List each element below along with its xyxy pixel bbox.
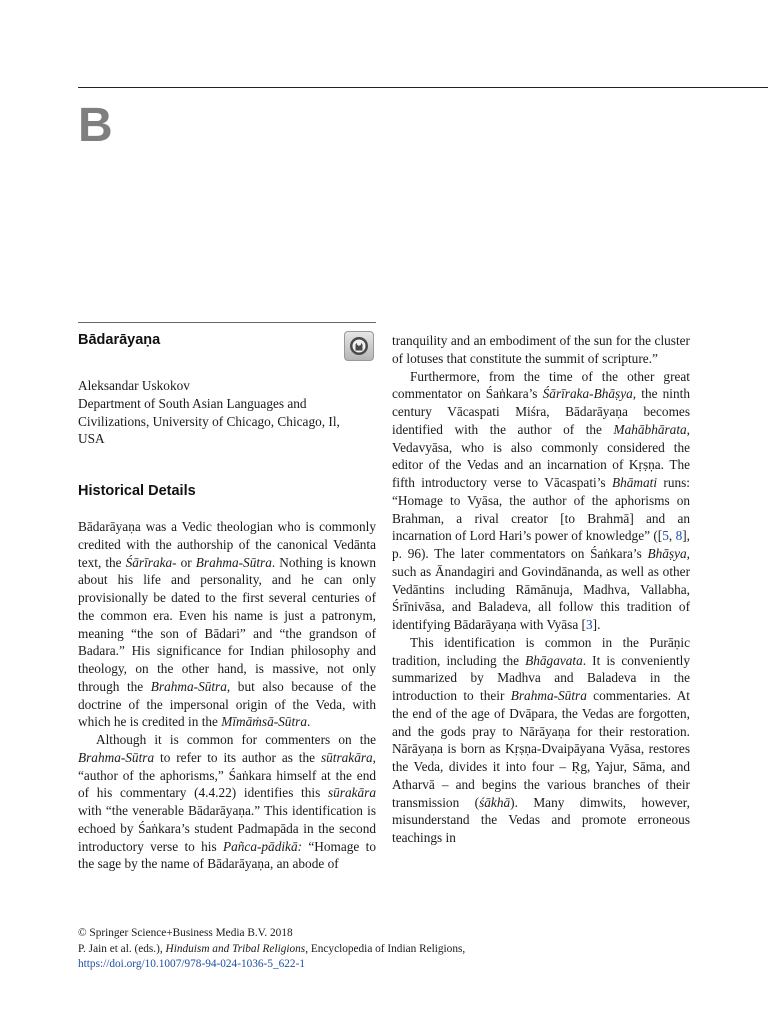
body-paragraph: Bādarāyaṇa was a Vedic theologian who is commonly credited with the authorship of the canonical Vedānta text, the Śārīraka- or Brahma-Sūtra. Nothing is known about his life and personality, and he can only provisionally be dated to the first several centuries of the common era. Even his name is just a patronym, meaning “the son of Bādari” and “the grandson of Badara.” His significance for Indian philosophy and theology, on the other hand, is massive, not only through the Brahma-Sūtra, but also because of the doctrine of the impersonal origin of the Veda, with which he is credited in the Mīmāṁsā-Sūtra. — [78, 519, 377, 730]
right-column — [392, 332, 690, 847]
entry-title: Bādarāyaṇa — [78, 332, 161, 348]
crossmark-icon[interactable] — [344, 331, 374, 361]
body-paragraph: This identification is common in the Purāṇic tradition, including the Bhāgavata. It is conveniently summarized by Madhva and Baladeva in the introduction to their Brahma-Sūtra commentaries. At the end of the age of Dvāpara, the Vedas are forgotten, and the gods pray to Nārāyaṇa for their restoration. Nārāyaṇa is born as Kṛṣṇa-Dvaipāyana Vyāsa, restores the Veda, divides it into four – Ṛg, Yajur, Sāma, and Atharvā – and begins the various branches of their transmission (śākhā). Many dimwits, however, misunderstand the Vedas and promote erroneous teachings in — [392, 634, 690, 845]
citation-line: P. Jain et al. (eds.), Hinduism and Tribal Religions, Encyclopedia of Indian Religions, — [78, 942, 466, 955]
reference-link[interactable]: 8 — [675, 528, 683, 544]
affiliation-line: Department of South Asian Languages and — [78, 395, 307, 411]
affiliation-line: USA — [78, 431, 105, 447]
section-heading: Historical Details — [78, 483, 196, 500]
left-column — [78, 322, 376, 873]
entry-header — [78, 331, 376, 367]
doi-link[interactable]: https://doi.org/10.1007/978-94-024-1036-5_622-1 — [78, 958, 305, 970]
affiliation-line: Civilizations, University of Chicago, Chicago, Il, — [78, 413, 340, 429]
reference-link[interactable]: 5 — [662, 528, 669, 544]
body-paragraph: tranquility and an embodiment of the sun for the cluster of lotuses that constitute the summit of scripture.” — [392, 333, 690, 366]
copyright-line: © Springer Science+Business Media B.V. 2018 — [78, 927, 293, 939]
author-name: Aleksandar Uskokov — [78, 378, 190, 393]
body-paragraph: Furthermore, from the time of the other great commentator on Śaṅkara’s Śārīraka-Bhāṣya, the ninth century Vācaspati Miśra, Bādarāyaṇa becomes identified with the author of the Mahābhārata, Vedavyāsa, who is also commonly considered the editor of the Vedas and an incarnation of Kṛṣṇa. The fifth introductory verse to Vācaspati’s Bhāmati runs: “Homage to Vyāsa, the author of the aphorisms on Brahman, a rival creator [to Brahmā] and an incarnation of Lord Hari’s power of knowledge” ([5, 8], p. 96). The later commentators on Śaṅkara’s Bhāṣya, such as Ānandagiri and Govindānanda, as well as other Vedāntins including Rāmānuja, Madhva, Vallabha, Śrīnivāsa, and Baladeva, all follow this tradition of identifying Bādarāyaṇa with Vyāsa [3]. — [392, 368, 691, 632]
reference-link[interactable]: 3 — [585, 617, 593, 632]
body-paragraph: Although it is common for commenters on the Brahma-Sūtra to refer to its author as the sūtrakāra, “author of the aphorisms,” Śaṅkara himself at the end of his commentary (4.4.22) identifies this sūrakāra with “the venerable Bādarāyaṇa.” This identification is echoed by Śaṅkara’s student Padmapāda in the second introductory verse to his Pañca-pādikā: “Homage to the sage by the name of Bādarāyaṇa, an abode of — [78, 732, 376, 872]
top-rule — [78, 87, 768, 88]
section-letter: B — [78, 99, 113, 152]
entry-rule — [78, 322, 376, 323]
author-block — [78, 377, 376, 448]
footer — [78, 926, 465, 973]
